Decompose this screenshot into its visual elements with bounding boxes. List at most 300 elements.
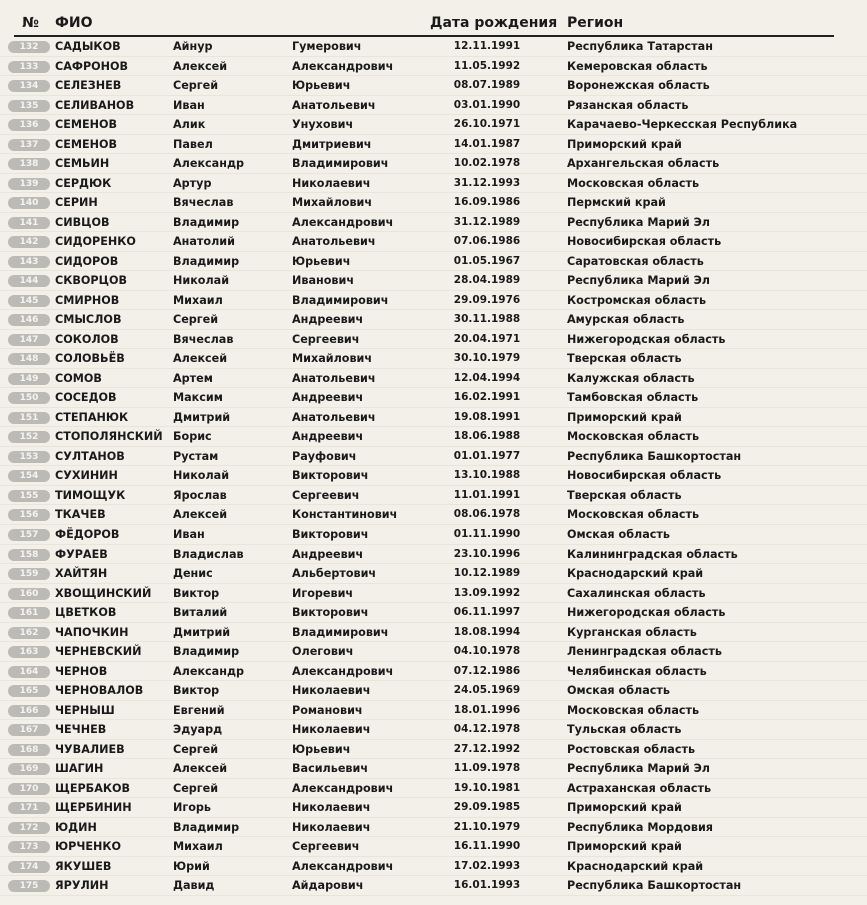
patronymic: Андреевич (292, 547, 364, 561)
patronymic: Сергеевич (292, 332, 360, 346)
table-row (0, 876, 867, 896)
patronymic: Николаевич (292, 820, 371, 834)
birth-date: 30.10.1979 (453, 352, 521, 365)
row-number-badge: 154 (8, 470, 50, 482)
region: Нижегородская область (567, 332, 726, 346)
row-number-badge: 168 (8, 744, 50, 756)
region: Нижегородская область (567, 606, 726, 620)
header-region: Регион (567, 15, 624, 31)
surname: ЯКУШЕВ (55, 859, 112, 873)
birth-date: 16.02.1991 (453, 391, 521, 404)
first-name: Рустам (173, 449, 219, 463)
table-row (0, 447, 867, 467)
region: Новосибирская область (567, 235, 722, 249)
birth-date: 17.02.1993 (453, 859, 521, 872)
row-number-badge: 147 (8, 334, 50, 346)
birth-date: 06.11.1997 (453, 606, 521, 619)
region: Московская область (567, 176, 700, 190)
row-number-badge: 132 (8, 41, 50, 53)
table-row (0, 232, 867, 252)
region: Республика Башкортостан (567, 449, 742, 463)
row-number-badge: 141 (8, 217, 50, 229)
region: Приморский край (567, 137, 682, 151)
table-row (0, 720, 867, 740)
first-name: Дмитрий (173, 625, 231, 639)
birth-date: 28.04.1989 (453, 274, 521, 287)
first-name: Евгений (173, 703, 225, 717)
first-name: Максим (173, 391, 223, 405)
region: Омская область (567, 528, 670, 541)
birth-date: 03.01.1990 (453, 98, 521, 111)
birth-date: 11.05.1992 (453, 59, 521, 72)
table-row (0, 135, 867, 155)
surname: ЮДИН (55, 820, 97, 834)
patronymic: Викторович (292, 606, 369, 620)
table-row (0, 837, 867, 857)
surname: ФУРАЕВ (55, 547, 108, 561)
first-name: Павел (173, 137, 213, 151)
region: Костромская область (567, 293, 707, 307)
table-row (0, 642, 867, 662)
table-row (0, 193, 867, 213)
row-number-badge: 136 (8, 119, 50, 131)
region: Архангельская область (567, 157, 720, 171)
surname: ЧЕРНЫШ (55, 703, 115, 717)
first-name: Алексей (173, 352, 228, 366)
first-name: Иван (173, 98, 205, 112)
region: Тверская область (567, 352, 682, 366)
region: Республика Марий Эл (567, 762, 710, 776)
surname: СЕРДЮК (55, 176, 112, 190)
table-row (0, 154, 867, 174)
table-row (0, 37, 867, 57)
first-name: Эдуард (173, 723, 223, 737)
region: Сахалинская область (567, 586, 706, 600)
row-number-badge: 160 (8, 588, 50, 600)
row-number-badge: 171 (8, 802, 50, 814)
surname: СИДОРОВ (55, 254, 119, 268)
region: Челябинская область (567, 664, 707, 678)
first-name: Владимир (173, 215, 240, 229)
patronymic: Владимирович (292, 293, 389, 307)
patronymic: Константинович (292, 508, 398, 522)
patronymic: Николаевич (292, 723, 371, 737)
patronymic: Андреевич (292, 313, 364, 327)
surname: СКВОРЦОВ (55, 274, 128, 288)
region: Московская область (567, 703, 700, 717)
row-number-badge: 169 (8, 763, 50, 775)
patronymic: Гумерович (292, 40, 362, 53)
first-name: Игорь (173, 801, 211, 815)
row-number-badge: 164 (8, 666, 50, 678)
surname: СУХИНИН (55, 469, 118, 483)
region: Краснодарский край (567, 567, 704, 581)
table-row (0, 759, 867, 779)
birth-date: 01.05.1967 (453, 254, 521, 267)
first-name: Дмитрий (173, 410, 231, 424)
row-number-badge: 156 (8, 509, 50, 521)
surname: ЯРУЛИН (55, 879, 109, 893)
row-number-badge: 170 (8, 783, 50, 795)
region: Омская область (567, 684, 670, 698)
first-name: Владимир (173, 645, 240, 659)
surname: СОСЕДОВ (55, 391, 117, 405)
patronymic: Иванович (292, 274, 355, 288)
first-name: Владислав (173, 547, 244, 561)
birth-date: 30.11.1988 (453, 313, 521, 326)
surname: СМИРНОВ (55, 293, 120, 307)
table-row (0, 369, 867, 389)
birth-date: 13.10.1988 (453, 469, 521, 482)
region: Кемеровская область (567, 59, 708, 73)
surname: ЧЕЧНЕВ (55, 723, 107, 737)
patronymic: Александрович (292, 59, 394, 73)
table-row (0, 779, 867, 799)
patronymic: Николаевич (292, 801, 371, 815)
surname: ЧАПОЧКИН (55, 625, 129, 639)
first-name: Алик (173, 118, 206, 132)
table-row (0, 505, 867, 525)
surname: ТКАЧЕВ (55, 508, 106, 522)
patronymic: Александрович (292, 215, 394, 229)
table-row (0, 291, 867, 311)
patronymic: Владимирович (292, 157, 389, 171)
region: Пермский край (567, 196, 666, 210)
table-row (0, 408, 867, 428)
first-name: Виктор (173, 586, 220, 600)
row-number-badge: 153 (8, 451, 50, 463)
region: Ленинградская область (567, 645, 722, 659)
table-row (0, 525, 867, 545)
surname: СЕЛЕЗНЕВ (55, 79, 122, 93)
first-name: Александр (173, 664, 244, 678)
surname: СЕМЕНОВ (55, 118, 118, 132)
patronymic: Олегович (292, 645, 354, 659)
table-row (0, 662, 867, 682)
patronymic: Сергеевич (292, 840, 360, 854)
surname: СЕМЬИН (55, 157, 110, 171)
first-name: Сергей (173, 313, 219, 327)
surname: САФРОНОВ (55, 59, 129, 73)
surname: ЧУВАЛИЕВ (55, 742, 125, 756)
birth-date: 23.10.1996 (453, 547, 521, 560)
surname: ШАГИН (55, 762, 104, 776)
birth-date: 18.06.1988 (453, 430, 521, 443)
birth-date: 12.04.1994 (453, 371, 521, 384)
table-row (0, 349, 867, 369)
birth-date: 11.01.1991 (453, 488, 521, 501)
first-name: Артем (173, 371, 213, 385)
birth-date: 01.11.1990 (453, 528, 521, 540)
patronymic: Андреевич (292, 430, 364, 444)
row-number-badge: 175 (8, 880, 50, 892)
first-name: Юрий (173, 859, 210, 873)
patronymic: Александрович (292, 859, 394, 873)
first-name: Михаил (173, 840, 223, 854)
surname: ЮРЧЕНКО (55, 840, 122, 854)
birth-date: 29.09.1976 (453, 293, 521, 306)
table-row (0, 427, 867, 447)
patronymic: Айдарович (292, 879, 364, 893)
patronymic: Александрович (292, 781, 394, 795)
row-number-badge: 140 (8, 197, 50, 209)
birth-date: 11.09.1978 (453, 762, 521, 775)
birth-date: 16.11.1990 (453, 840, 521, 853)
birth-date: 19.08.1991 (453, 410, 521, 423)
first-name: Айнур (173, 40, 213, 53)
table-row (0, 330, 867, 350)
patronymic: Анатольевич (292, 98, 376, 112)
first-name: Виталий (173, 606, 228, 620)
surname: ЧЕРНОВ (55, 664, 108, 678)
patronymic: Викторович (292, 469, 369, 483)
table-row (0, 740, 867, 760)
region: Калужская область (567, 371, 695, 385)
birth-date: 29.09.1985 (453, 801, 521, 814)
surname: СЕМЕНОВ (55, 137, 118, 151)
region: Приморский край (567, 840, 682, 854)
birth-date: 18.08.1994 (453, 625, 521, 638)
row-number-badge: 149 (8, 373, 50, 385)
region: Рязанская область (567, 98, 689, 112)
birth-date: 18.01.1996 (453, 703, 521, 716)
region: Краснодарский край (567, 859, 704, 873)
surname: СУЛТАНОВ (55, 449, 125, 463)
table-row (0, 76, 867, 96)
region: Воронежская область (567, 79, 710, 93)
patronymic: Дмитриевич (292, 137, 372, 151)
first-name: Виктор (173, 684, 220, 698)
row-number-badge: 161 (8, 607, 50, 619)
birth-date: 07.06.1986 (453, 235, 521, 248)
surname: ЩЕРБИНИН (55, 801, 132, 815)
surname: СОКОЛОВ (55, 332, 119, 346)
region: Ростовская область (567, 742, 696, 756)
header-fio: ФИО (55, 15, 93, 31)
region: Республика Марий Эл (567, 215, 710, 229)
patronymic: Васильевич (292, 762, 369, 776)
region: Тверская область (567, 488, 682, 502)
table-row (0, 388, 867, 408)
patronymic: Рауфович (292, 449, 357, 463)
row-number-badge: 145 (8, 295, 50, 307)
row-number-badge: 134 (8, 80, 50, 92)
surname: СЕРИН (55, 196, 98, 210)
birth-date: 10.02.1978 (453, 157, 521, 170)
first-name: Алексей (173, 762, 228, 776)
patronymic: Анатольевич (292, 371, 376, 385)
table-row (0, 213, 867, 233)
surname: ЦВЕТКОВ (55, 606, 117, 620)
table-row (0, 603, 867, 623)
first-name: Владимир (173, 254, 240, 268)
first-name: Вячеслав (173, 196, 234, 210)
header-birth-date: Дата рождения (430, 15, 558, 31)
first-name: Борис (173, 430, 212, 444)
row-number-badge: 155 (8, 490, 50, 502)
table-row (0, 623, 867, 643)
table-row (0, 310, 867, 330)
row-number-badge: 166 (8, 705, 50, 717)
row-number-badge: 146 (8, 314, 50, 326)
surname: СТОПОЛЯНСКИЙ (55, 430, 163, 444)
first-name: Анатолий (173, 235, 235, 249)
surname: ФЁДОРОВ (55, 528, 120, 541)
first-name: Вячеслав (173, 332, 234, 346)
region: Саратовская область (567, 254, 704, 268)
first-name: Владимир (173, 820, 240, 834)
table-row (0, 466, 867, 486)
birth-date: 26.10.1971 (453, 118, 521, 131)
birth-date: 04.10.1978 (453, 645, 521, 658)
first-name: Денис (173, 567, 213, 581)
patronymic: Михайлович (292, 196, 373, 210)
surname: ХАЙТЯН (55, 567, 108, 581)
surname: СИДОРЕНКО (55, 235, 136, 249)
row-number-badge: 165 (8, 685, 50, 697)
region: Амурская область (567, 313, 685, 327)
region: Новосибирская область (567, 469, 722, 483)
patronymic: Романович (292, 703, 363, 717)
table-row (0, 271, 867, 291)
row-number-badge: 174 (8, 861, 50, 873)
region: Республика Марий Эл (567, 274, 710, 288)
patronymic: Юрьевич (292, 254, 351, 268)
row-number-badge: 163 (8, 646, 50, 658)
region: Республика Башкортостан (567, 879, 742, 893)
first-name: Алексей (173, 59, 228, 73)
patronymic: Юрьевич (292, 79, 351, 93)
row-number-badge: 152 (8, 431, 50, 443)
first-name: Александр (173, 157, 244, 171)
first-name: Николай (173, 274, 230, 288)
surname: ЧЕРНЕВСКИЙ (55, 645, 142, 659)
patronymic: Анатольевич (292, 410, 376, 424)
birth-date: 10.12.1989 (453, 567, 521, 580)
birth-date: 24.05.1969 (453, 684, 521, 697)
surname: СОЛОВЬЁВ (55, 352, 125, 366)
first-name: Сергей (173, 742, 219, 756)
table-row (0, 857, 867, 877)
table-row (0, 584, 867, 604)
first-name: Алексей (173, 508, 228, 522)
first-name: Сергей (173, 79, 219, 93)
table-row (0, 545, 867, 565)
region: Республика Мордовия (567, 820, 713, 834)
table-row (0, 701, 867, 721)
patronymic: Игоревич (292, 586, 354, 600)
table-row (0, 486, 867, 506)
region: Приморский край (567, 410, 682, 424)
region: Карачаево-Черкесская Республика (567, 118, 798, 132)
birth-date: 04.12.1978 (453, 723, 521, 736)
table-row (0, 798, 867, 818)
birth-date: 14.01.1987 (453, 137, 521, 150)
first-name: Иван (173, 528, 205, 541)
patronymic: Альбертович (292, 567, 377, 581)
row-number-badge: 142 (8, 236, 50, 248)
row-number-badge: 148 (8, 353, 50, 365)
birth-date: 12.11.1991 (453, 40, 521, 52)
birth-date: 16.01.1993 (453, 879, 521, 892)
header-number: № (22, 15, 39, 31)
row-number-badge: 167 (8, 724, 50, 736)
surname: ЩЕРБАКОВ (55, 781, 131, 795)
surname: СТЕПАНЮК (55, 410, 129, 424)
patronymic: Владимирович (292, 625, 389, 639)
row-number-badge: 150 (8, 392, 50, 404)
row-number-badge: 159 (8, 568, 50, 580)
birth-date: 13.09.1992 (453, 586, 521, 599)
birth-date: 07.12.1986 (453, 664, 521, 677)
table-row (0, 57, 867, 77)
patronymic: Николаевич (292, 176, 371, 190)
row-number-badge: 143 (8, 256, 50, 268)
table-row (0, 818, 867, 838)
row-number-badge: 135 (8, 100, 50, 112)
table-row (0, 174, 867, 194)
row-number-badge: 139 (8, 178, 50, 190)
surname: СИВЦОВ (55, 215, 110, 229)
table-row (0, 681, 867, 701)
table-header (0, 15, 867, 35)
patronymic: Александрович (292, 664, 394, 678)
patronymic: Анатольевич (292, 235, 376, 249)
table-row (0, 564, 867, 584)
row-number-badge: 162 (8, 627, 50, 639)
birth-date: 19.10.1981 (453, 781, 521, 794)
region: Тульская область (567, 723, 682, 737)
birth-date: 08.07.1989 (453, 79, 521, 92)
row-number-badge: 133 (8, 61, 50, 73)
first-name: Михаил (173, 293, 223, 307)
first-name: Ярослав (173, 488, 227, 502)
region: Калининградская область (567, 547, 738, 561)
birth-date: 27.12.1992 (453, 742, 521, 755)
region: Московская область (567, 430, 700, 444)
first-name: Сергей (173, 781, 219, 795)
patronymic: Андреевич (292, 391, 364, 405)
patronymic: Унухович (292, 118, 354, 132)
patronymic: Викторович (292, 528, 369, 541)
row-number-badge: 172 (8, 822, 50, 834)
surname: СОМОВ (55, 371, 102, 385)
region: Астраханская область (567, 781, 712, 795)
region: Московская область (567, 508, 700, 522)
surname: СМЫСЛОВ (55, 313, 122, 327)
row-number-badge: 158 (8, 549, 50, 561)
patronymic: Николаевич (292, 684, 371, 698)
surname: ХВОЩИНСКИЙ (55, 586, 152, 600)
birth-date: 20.04.1971 (453, 332, 521, 345)
birth-date: 01.01.1977 (453, 449, 521, 462)
region: Курганская область (567, 625, 697, 639)
surname: САДЫКОВ (55, 40, 121, 53)
row-number-badge: 151 (8, 412, 50, 424)
birth-date: 21.10.1979 (453, 820, 521, 833)
surname: ТИМОЩУК (55, 488, 126, 502)
birth-date: 16.09.1986 (453, 196, 521, 209)
table-row (0, 252, 867, 272)
table-row (0, 115, 867, 135)
first-name: Николай (173, 469, 230, 483)
surname: СЕЛИВАНОВ (55, 98, 135, 112)
row-number-badge: 144 (8, 275, 50, 287)
patronymic: Юрьевич (292, 742, 351, 756)
patronymic: Сергеевич (292, 488, 360, 502)
surname: ЧЕРНОВАЛОВ (55, 684, 144, 698)
patronymic: Михайлович (292, 352, 373, 366)
